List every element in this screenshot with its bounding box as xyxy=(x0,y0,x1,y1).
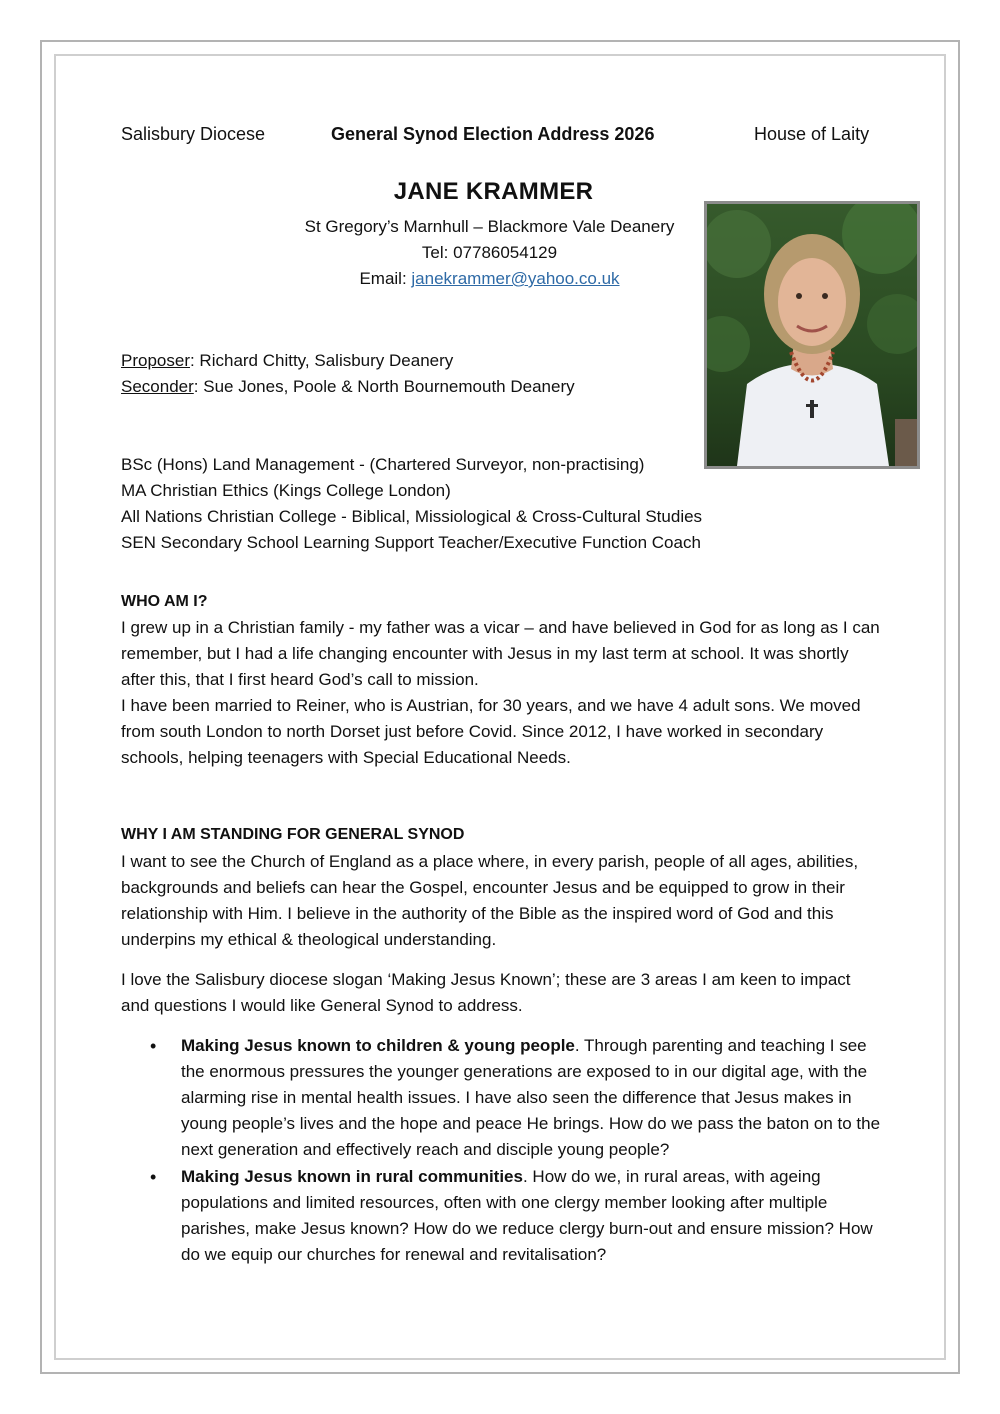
qualification-item: SEN Secondary School Learning Support Teacher/Executive Function Coach xyxy=(121,533,701,552)
header-house: House of Laity xyxy=(754,124,870,144)
header-title: General Synod Election Address 2026 xyxy=(331,124,655,144)
bullet-marker: • xyxy=(150,1167,157,1187)
candidate-photo xyxy=(704,201,920,469)
candidate-tel: Tel: 07786054129 xyxy=(421,243,558,262)
seconder-line xyxy=(121,374,575,400)
proposer-value: : Richard Chitty, Salisbury Deanery xyxy=(189,351,454,370)
proposer-line xyxy=(121,348,453,374)
why-paragraph-1: I want to see the Church of England as a place where, in every parish, people of all ages, abilities, backgrounds and beliefs can hear the Gospel, encounter Jesus and be equipped to grow in their relationship with Him. I believe in the authority of the Bible as the inspired word of God and this underpins my ethical & theological understanding. xyxy=(121,852,859,949)
who-heading: WHO AM I? xyxy=(121,593,208,610)
bullet-item-rural xyxy=(181,1164,891,1268)
portrait-image xyxy=(707,204,917,466)
qualification-item: All Nations Christian College - Biblical, Missiological & Cross-Cultural Studies xyxy=(121,507,703,526)
candidate-name: JANE KRAMMER xyxy=(393,178,594,205)
why-heading: WHY I AM STANDING FOR GENERAL SYNOD xyxy=(121,826,465,843)
candidate-parish: St Gregory’s Marnhull – Blackmore Vale Deanery xyxy=(304,217,675,236)
bullet-text: . How do we, in rural areas, with ageing populations and limited resources, often with one clergy member looking after multiple parishes, make Jesus known? How do we reduce clergy burn-out and ensure mission? How do we equip our churches for renewal and revitalisation? xyxy=(181,1167,873,1264)
seconder-label: Seconder xyxy=(121,377,194,396)
header-diocese: Salisbury Diocese xyxy=(121,124,266,144)
email-link[interactable]: janekrammer@yahoo.co.uk xyxy=(411,269,620,288)
bullet-title: Making Jesus known in rural communities xyxy=(181,1167,523,1186)
qualification-item: MA Christian Ethics (Kings College London) xyxy=(121,481,451,500)
proposer-label: Proposer xyxy=(121,351,190,370)
who-paragraph-1: I grew up in a Christian family - my father was a vicar – and have believed in God for as long as I can remember, but I had a life changing encounter with Jesus in my last term at school. It was shortly after this, that I first heard God’s call to mission. xyxy=(121,618,880,689)
bullet-text: . Through parenting and teaching I see the enormous pressures the younger generations are exposed to in our digital age, with the alarming rise in mental health issues. I have also seen the difference that Jesus makes in young people’s lives and the hope and peace He brings. How do we pass the baton on to the next generation and effectively reach and disciple young people? xyxy=(181,1036,881,1159)
email-label: Email: xyxy=(359,269,412,288)
bullet-title: Making Jesus known to children & young people xyxy=(181,1036,575,1055)
bullet-item-children xyxy=(181,1033,891,1163)
seconder-value: : Sue Jones, Poole & North Bournemouth Deanery xyxy=(193,377,575,396)
bullet-marker: • xyxy=(150,1036,157,1056)
why-paragraph-2: I love the Salisbury diocese slogan ‘Making Jesus Known’; these are 3 areas I am keen to impact and questions I would like General Synod to address. xyxy=(121,970,851,1015)
who-paragraph-2: I have been married to Reiner, who is Austrian, for 30 years, and we have 4 adult sons. We moved from south London to north Dorset just before Covid. Since 2012, I have worked in secondary schools, helping teenagers with Special Educational Needs. xyxy=(121,696,861,767)
qualification-item: BSc (Hons) Land Management - (Chartered Surveyor, non-practising) xyxy=(121,455,645,474)
